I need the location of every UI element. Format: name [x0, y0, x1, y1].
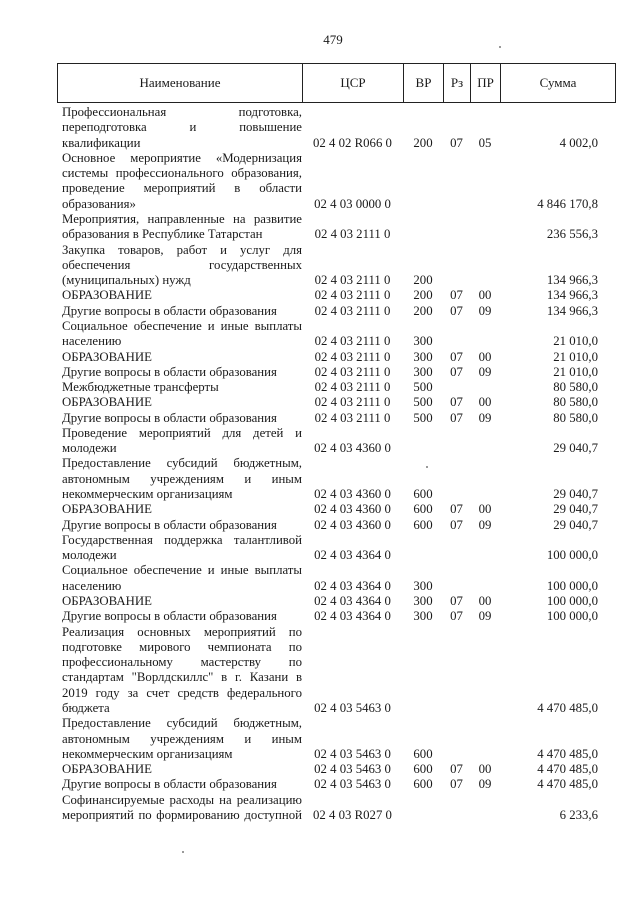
- row-name-cell: [57, 716, 302, 762]
- row-name-line: стандартам "Ворлдскиллс" в г. Казани в: [62, 670, 302, 685]
- row-name-line: молодежи: [62, 441, 117, 456]
- row-csr-code: 02 4 03 2111 0: [314, 303, 391, 318]
- row-sum-value: 21 010,0: [553, 334, 598, 349]
- row-name-line: Предоставление субсидий бюджетным,: [62, 716, 302, 731]
- row-name-line: системы профессионального образования,: [62, 166, 302, 181]
- row-name-line: автономным учреждениям и иным: [62, 471, 302, 486]
- row-vr-code: 200: [413, 135, 433, 150]
- row-sum-value: 4 470 485,0: [537, 700, 598, 715]
- scan-speck: [499, 46, 501, 48]
- row-sum-value: 100 000,0: [546, 609, 598, 624]
- row-rz-code: 07: [450, 135, 463, 150]
- row-name-line: образования в Республике Татарстан: [62, 227, 263, 242]
- row-csr-code: 02 4 03 4364 0: [314, 609, 391, 624]
- row-name-line: Государственная поддержка талантливой: [62, 532, 302, 547]
- row-csr-code: 02 4 03 4364 0: [314, 548, 391, 563]
- table-row: [57, 411, 616, 426]
- row-pr-code: 00: [478, 502, 492, 517]
- row-csr-code: 02 4 03 5463 0: [314, 762, 391, 777]
- row-sum-value: 29 040,7: [553, 487, 598, 502]
- row-name-line: подготовке мирового чемпионата по: [62, 639, 302, 654]
- row-vr-code: 600: [413, 502, 433, 517]
- row-name-line: Другие вопросы в области образования: [62, 303, 277, 318]
- row-name-line: Другие вопросы в области образования: [62, 777, 277, 792]
- table-row: [57, 319, 616, 350]
- row-name-line: автономным учреждениям и иным: [62, 731, 302, 746]
- row-sum-value: 80 580,0: [553, 395, 598, 410]
- row-pr-code: 00: [478, 395, 492, 410]
- row-rz-code: 07: [450, 303, 463, 318]
- table-row: [57, 563, 616, 594]
- row-name-line: проведение мероприятий в области: [62, 181, 302, 196]
- row-name-line: бюджета: [62, 700, 110, 715]
- row-csr-code: 02 4 03 0000 0: [314, 196, 391, 211]
- row-vr-code: 200: [413, 303, 433, 318]
- table-body: [57, 105, 616, 823]
- row-vr-code: 200: [413, 273, 433, 288]
- row-vr-code: 600: [413, 762, 433, 777]
- row-sum-value: 134 966,3: [546, 273, 598, 288]
- row-name-cell: [57, 151, 302, 212]
- row-csr-code: 02 4 03 2111 0: [314, 380, 391, 395]
- row-name-line: Софинансируемые расходы на реализацию: [62, 792, 302, 807]
- row-sum-value: 29 040,7: [553, 441, 598, 456]
- row-name-cell: [57, 456, 302, 502]
- row-name-line: Другие вопросы в области образования: [62, 517, 277, 532]
- table-row: [57, 151, 616, 212]
- row-rz-code: 07: [450, 777, 463, 792]
- row-csr-code: 02 4 03 4360 0: [314, 502, 391, 517]
- row-name-line: ОБРАЗОВАНИЕ: [62, 349, 152, 364]
- row-csr-code: 02 4 03 2111 0: [314, 227, 391, 242]
- row-csr-code: 02 4 03 2111 0: [314, 334, 391, 349]
- row-vr-code: 200: [413, 288, 433, 303]
- row-vr-code: 300: [413, 349, 433, 364]
- row-name-line: ОБРАЗОВАНИЕ: [62, 594, 152, 608]
- row-name-cell: [57, 793, 302, 824]
- row-name-cell: [57, 212, 302, 243]
- row-name-cell: [57, 426, 302, 457]
- row-name-line: (муниципальных) нужд: [62, 273, 191, 288]
- row-name-line: ОБРАЗОВАНИЕ: [62, 502, 152, 517]
- table-row: [57, 533, 616, 564]
- row-name-line: Проведение мероприятий для детей и: [62, 425, 302, 440]
- row-rz-code: 07: [450, 349, 463, 364]
- table-header: [57, 63, 616, 103]
- scan-speck: [182, 851, 184, 853]
- table-row: [57, 625, 616, 717]
- header-vr: ВР: [403, 64, 443, 102]
- row-name-line: некоммерческим организациям: [62, 487, 233, 502]
- row-rz-code: 07: [450, 410, 463, 425]
- row-name-line: ОБРАЗОВАНИЕ: [62, 395, 152, 410]
- row-csr-code: 02 4 03 4360 0: [314, 441, 391, 456]
- row-pr-code: 00: [478, 594, 492, 608]
- row-vr-code: 300: [413, 609, 433, 624]
- row-name-cell: [57, 502, 302, 517]
- table-row: [57, 288, 616, 303]
- row-vr-code: 300: [413, 578, 433, 593]
- row-name-cell: [57, 762, 302, 777]
- row-name-line: населению: [62, 578, 122, 593]
- row-name-line: Профессиональная подготовка,: [62, 105, 302, 119]
- table-row: [57, 518, 616, 533]
- header-rz: Рз: [443, 64, 470, 102]
- row-csr-code: 02 4 03 5463 0: [314, 777, 391, 792]
- page-number: 479: [323, 32, 343, 47]
- row-sum-value: 29 040,7: [553, 502, 598, 517]
- row-csr-code: 02 4 03 4364 0: [314, 578, 391, 593]
- row-vr-code: 500: [413, 395, 433, 410]
- row-name-cell: [57, 777, 302, 792]
- table-row: [57, 395, 616, 410]
- row-csr-code: 02 4 03 2111 0: [314, 273, 391, 288]
- row-name-line: Закупка товаров, работ и услуг для: [62, 242, 302, 257]
- row-vr-code: 500: [413, 380, 433, 395]
- row-name-line: профессиональному мастерству по: [62, 655, 302, 670]
- row-vr-code: 600: [413, 517, 433, 532]
- row-rz-code: 07: [450, 395, 463, 410]
- row-sum-value: 4 002,0: [559, 135, 598, 150]
- row-sum-value: 134 966,3: [546, 288, 598, 303]
- row-rz-code: 07: [450, 517, 463, 532]
- row-csr-code: 02 4 03 5463 0: [314, 746, 391, 761]
- row-rz-code: 07: [450, 609, 463, 624]
- row-name-cell: [57, 609, 302, 624]
- row-name-cell: [57, 243, 302, 289]
- row-name-line: ОБРАЗОВАНИЕ: [62, 288, 152, 303]
- row-name-cell: [57, 533, 302, 564]
- row-csr-code: 02 4 03 R027 0: [313, 807, 392, 822]
- row-name-cell: [57, 380, 302, 395]
- row-name-cell: [57, 518, 302, 533]
- row-name-cell: [57, 319, 302, 350]
- row-name-line: Другие вопросы в области образования: [62, 364, 277, 379]
- row-pr-code: 00: [478, 349, 492, 364]
- row-vr-code: 300: [413, 364, 433, 379]
- table-row: [57, 243, 616, 289]
- row-name-line: переподготовка и повышение: [62, 120, 302, 135]
- row-name-line: 2019 году за счет средств федерального: [62, 685, 302, 700]
- row-name-line: молодежи: [62, 548, 117, 563]
- row-sum-value: 6 233,6: [559, 807, 598, 822]
- header-pr: ПР: [470, 64, 500, 102]
- table-row: [57, 777, 616, 792]
- row-pr-code: 09: [478, 609, 492, 624]
- row-rz-code: 07: [450, 502, 463, 517]
- row-sum-value: 4 846 170,8: [537, 196, 598, 211]
- row-sum-value: 21 010,0: [553, 364, 598, 379]
- row-pr-code: 09: [478, 517, 492, 532]
- row-pr-code: 09: [478, 303, 492, 318]
- row-sum-value: 100 000,0: [546, 594, 598, 608]
- row-vr-code: 300: [413, 594, 433, 608]
- row-name-line: некоммерческим организациям: [62, 746, 233, 761]
- row-csr-code: 02 4 03 5463 0: [314, 700, 391, 715]
- row-rz-code: 07: [450, 594, 463, 608]
- header-csr: ЦСР: [302, 64, 403, 102]
- row-name-line: Предоставление субсидий бюджетным,: [62, 456, 302, 471]
- row-vr-code: 600: [413, 777, 433, 792]
- header-name: Наименование: [139, 75, 221, 90]
- row-sum-value: 4 470 485,0: [537, 762, 598, 777]
- table-row: [57, 456, 616, 502]
- table-row: [57, 609, 616, 624]
- row-pr-code: 00: [478, 288, 492, 303]
- row-rz-code: 07: [450, 364, 463, 379]
- table-row: [57, 762, 616, 777]
- row-vr-code: 600: [413, 487, 433, 502]
- table-row: [57, 105, 616, 151]
- row-name-cell: [57, 625, 302, 717]
- table-row: [57, 380, 616, 395]
- row-sum-value: 100 000,0: [546, 548, 598, 563]
- row-name-line: Межбюджетные трансферты: [62, 380, 219, 395]
- row-rz-code: 07: [450, 762, 463, 777]
- row-name-line: мероприятий по формированию доступной: [62, 807, 302, 822]
- row-name-cell: [57, 350, 302, 365]
- row-name-cell: [57, 105, 302, 151]
- row-name-line: образования»: [62, 196, 136, 211]
- row-sum-value: 80 580,0: [553, 410, 598, 425]
- row-sum-value: 21 010,0: [553, 349, 598, 364]
- row-csr-code: 02 4 03 2111 0: [314, 288, 391, 303]
- header-sum: Сумма: [500, 64, 615, 102]
- row-pr-code: 09: [478, 777, 492, 792]
- row-csr-code: 02 4 03 4364 0: [314, 594, 391, 608]
- row-pr-code: 09: [478, 410, 492, 425]
- row-vr-code: 500: [413, 410, 433, 425]
- row-pr-code: 09: [478, 364, 492, 379]
- row-name-line: Реализация основных мероприятий по: [62, 624, 302, 639]
- row-csr-code: 02 4 03 2111 0: [314, 410, 391, 425]
- row-csr-code: 02 4 02 R066 0: [313, 135, 392, 150]
- row-sum-value: 236 556,3: [546, 227, 598, 242]
- row-name-line: ОБРАЗОВАНИЕ: [62, 762, 152, 777]
- row-name-line: квалификации: [62, 135, 141, 150]
- row-rz-code: 07: [450, 288, 463, 303]
- table-row: [57, 502, 616, 517]
- row-name-line: Социальное обеспечение и иные выплаты: [62, 318, 302, 333]
- row-name-cell: [57, 563, 302, 594]
- table-row: [57, 350, 616, 365]
- table-row: [57, 304, 616, 319]
- row-name-cell: [57, 411, 302, 426]
- table-row: [57, 212, 616, 243]
- row-name-cell: [57, 365, 302, 380]
- table-row: [57, 594, 616, 609]
- row-sum-value: 4 470 485,0: [537, 777, 598, 792]
- row-vr-code: 300: [413, 334, 433, 349]
- row-name-line: Другие вопросы в области образования: [62, 410, 277, 425]
- row-name-cell: [57, 594, 302, 609]
- row-name-line: обеспечения государственных: [62, 257, 302, 272]
- row-name-line: Основное мероприятие «Модернизация: [62, 150, 302, 165]
- row-name-line: Мероприятия, направленные на развитие: [62, 211, 302, 226]
- table-row: [57, 426, 616, 457]
- row-name-line: Другие вопросы в области образования: [62, 609, 277, 624]
- row-sum-value: 134 966,3: [546, 303, 598, 318]
- row-sum-value: 29 040,7: [553, 517, 598, 532]
- row-pr-code: 05: [478, 135, 492, 150]
- row-name-cell: [57, 395, 302, 410]
- row-csr-code: 02 4 03 2111 0: [314, 395, 391, 410]
- table-row: [57, 365, 616, 380]
- row-csr-code: 02 4 03 2111 0: [314, 349, 391, 364]
- row-name-cell: [57, 304, 302, 319]
- row-csr-code: 02 4 03 4360 0: [314, 487, 391, 502]
- row-sum-value: 100 000,0: [546, 578, 598, 593]
- table-row: [57, 716, 616, 762]
- row-name-line: населению: [62, 334, 122, 349]
- row-vr-code: 600: [413, 746, 433, 761]
- row-name-cell: [57, 288, 302, 303]
- table-row: [57, 793, 616, 824]
- row-csr-code: 02 4 03 4360 0: [314, 517, 391, 532]
- row-sum-value: 80 580,0: [553, 380, 598, 395]
- row-sum-value: 4 470 485,0: [537, 746, 598, 761]
- row-pr-code: 00: [478, 762, 492, 777]
- row-name-line: Социальное обеспечение и иные выплаты: [62, 563, 302, 578]
- row-csr-code: 02 4 03 2111 0: [314, 364, 391, 379]
